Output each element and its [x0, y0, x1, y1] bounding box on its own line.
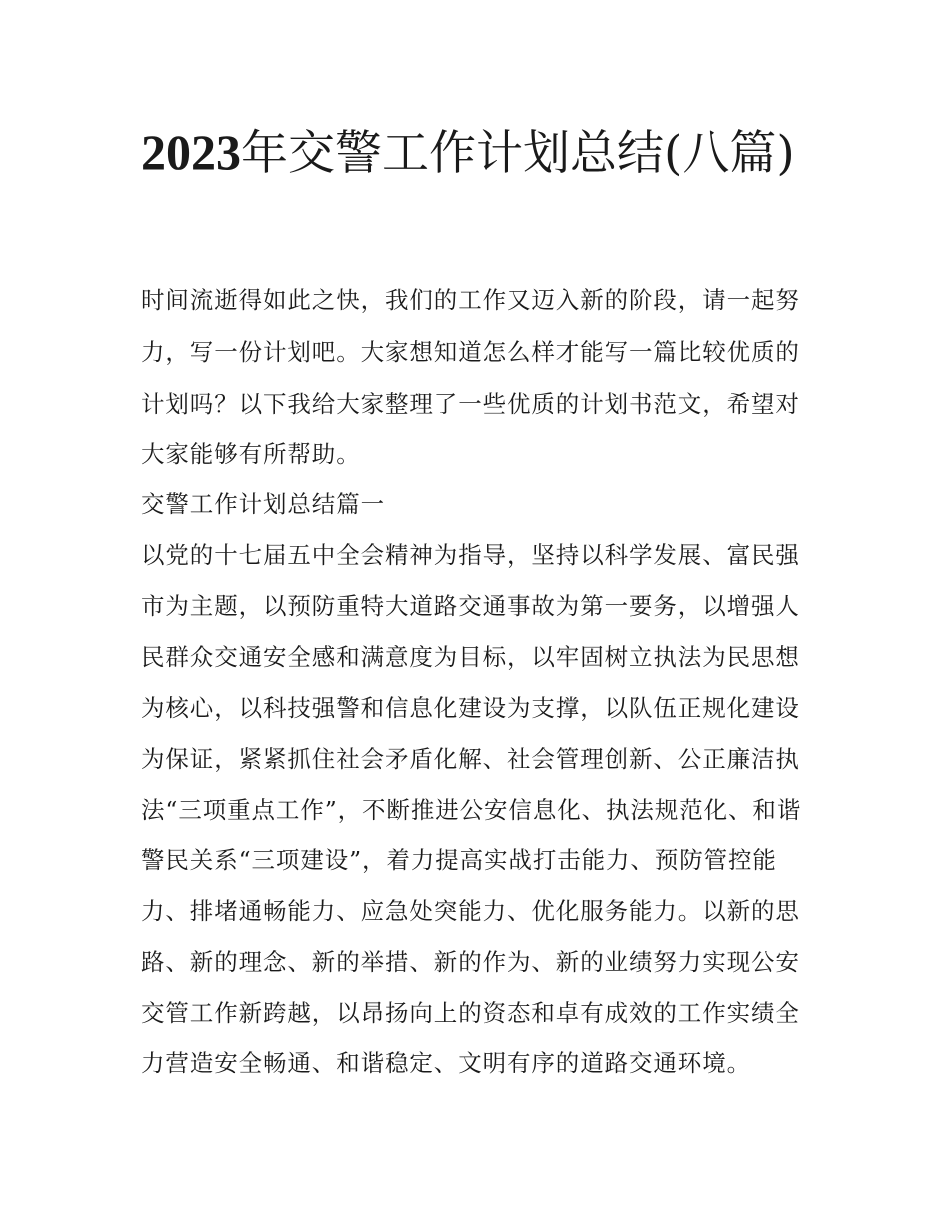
body-line-10: 交管工作新跨越，以昂扬向上的资态和卓有成效的工作实绩全 — [141, 999, 800, 1027]
body-line-9: 路、新的理念、新的举措、新的作为、新的业绩努力实现公安 — [141, 948, 800, 976]
body-line-4: 为核心，以科技强警和信息化建设为支撑，以队伍正规化建设 — [141, 694, 800, 722]
intro-line-3: 计划吗？以下我给大家整理了一些优质的计划书范文，希望对 — [141, 390, 800, 418]
section-heading: 交警工作计划总结篇一 — [141, 490, 385, 518]
intro-line-4: 大家能够有所帮助。 — [141, 440, 361, 468]
body-line-7: 警民关系“三项建设”，着力提高实战打击能力、预防管控能 — [141, 846, 777, 874]
body-line-8: 力、排堵通畅能力、应急处突能力、优化服务能力。以新的思 — [141, 897, 800, 925]
intro-line-2: 力，写一份计划吧。大家想知道怎么样才能写一篇比较优质的 — [141, 338, 800, 366]
title-year: 2023 — [141, 124, 241, 180]
document-title — [141, 114, 811, 192]
body-line-11: 力营造安全畅通、和谐稳定、文明有序的道路交通环境。 — [141, 1049, 751, 1077]
body-line-2: 市为主题，以预防重特大道路交通事故为第一要务，以增强人 — [141, 592, 800, 620]
body-line-5: 为保证，紧紧抓住社会矛盾化解、社会管理创新、公正廉洁执 — [141, 745, 800, 773]
intro-line-1: 时间流逝得如此之快，我们的工作又迈入新的阶段，请一起努 — [141, 286, 800, 314]
title-text: 年交警工作计划总结(八篇) — [241, 126, 795, 181]
body-line-1: 以党的十七届五中全会精神为指导，坚持以科学发展、富民强 — [141, 541, 800, 569]
body-line-6: 法“三项重点工作”，不断推进公安信息化、执法规范化、和谐 — [141, 796, 802, 824]
body-line-3: 民群众交通安全感和满意度为目标，以牢固树立执法为民思想 — [141, 643, 800, 671]
